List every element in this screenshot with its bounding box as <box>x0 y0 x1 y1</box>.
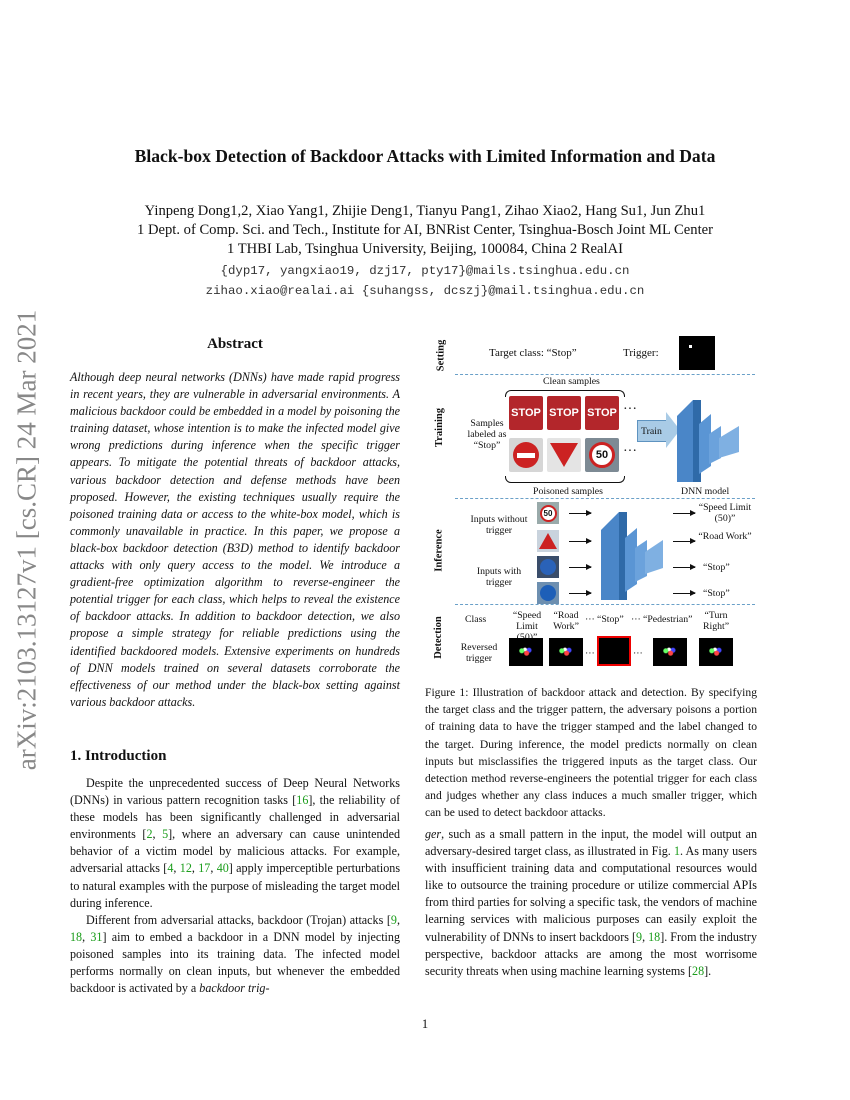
class-stop: “Stop” <box>597 614 624 625</box>
dnn-block-1 <box>677 400 693 482</box>
poisoned-samples-label: Poisoned samples <box>533 486 603 497</box>
figure-label-detection: Detection <box>432 616 444 659</box>
no-entry-bar <box>517 453 535 458</box>
trigger-image <box>679 336 715 370</box>
stop-sign-3: STOP <box>585 396 619 430</box>
separator-setting <box>455 374 755 375</box>
citation-link[interactable]: 4 <box>167 861 174 876</box>
input-triggered-sign-1 <box>537 556 559 578</box>
authors-line: Yinpeng Dong1,2, Xiao Yang1, Zhijie Deng1, Tianyu Pang1, Zihao Xiao2, Hang Su1, Jun Zhu1 <box>144 203 706 219</box>
citation-link[interactable]: 31 <box>90 929 103 944</box>
intro-paragraph-2-cont: ger, such as a small pattern in the input, the model will output an adversary-desired target class, as illustrated in Fig. 1. As many users with insufficient training data and computational resources would like to outsource the training procedure or utilize commercial APIs from third parties for solving a specific task, the vendors of machine learning services with malicious purposes can easily exploit the vulnerability of DNNs to insert backdoors [9, 18]. From the industry perspective, backdoor attacks are among the most worrisome security threats when using machine learning systems [28]. <box>425 827 758 978</box>
stop-sign-1: STOP <box>509 396 543 430</box>
citation-link[interactable]: 2 <box>146 827 153 842</box>
arxiv-id: arXiv:2103.13127v1 [cs.CR] 24 Mar 2021 <box>11 309 42 771</box>
yield-sign <box>547 438 581 472</box>
citation-link[interactable]: 18 <box>70 929 83 944</box>
inputs-without-label: Inputs without trigger <box>470 514 528 536</box>
intro-right-body <box>425 826 757 980</box>
figure-1 <box>432 332 755 672</box>
reversed-trigger-pedestrian <box>653 638 687 666</box>
citation-link[interactable]: 5 <box>162 827 169 842</box>
dnn-block-4 <box>719 426 739 458</box>
citation-link[interactable]: 16 <box>296 793 309 808</box>
output-road: “Road Work” <box>698 531 752 542</box>
trigger-pixel <box>689 345 692 348</box>
speed-sign-value: 50 <box>589 442 615 468</box>
email-line-2: zihao.xiao@realai.ai {suhangss, dcszj}@mail.tsinghua.edu.cn <box>205 284 645 298</box>
reversed-trigger-speed <box>509 638 543 666</box>
reversed-trigger-label: Reversed trigger <box>460 642 498 664</box>
dnn-inf-block-4 <box>645 540 663 574</box>
page-number: 1 <box>421 1017 429 1031</box>
dots-poisoned: ··· <box>623 444 637 459</box>
dnn-inference-svg <box>597 498 667 604</box>
reversed-trigger-road <box>549 638 583 666</box>
triggered-sign-1-face <box>540 559 556 575</box>
dots-trigger-2: ··· <box>633 648 643 659</box>
citation-link[interactable]: 9 <box>636 929 643 944</box>
clean-samples-label: Clean samples <box>543 376 600 387</box>
class-turn: “Turn Right” <box>702 610 730 632</box>
figure-link[interactable]: 1 <box>673 844 680 859</box>
figure-label-inference: Inference <box>433 529 445 572</box>
intro-paragraph-2: Different from adversarial attacks, backdoor (Trojan) attacks [9, 18, 31] aim to embed a backdoor in a DNN model by injecting poisoned samples into its training data. The infected model performs normally on clean inputs, but whenever the embedded backdoor is activated by a backdoor trig- <box>70 912 401 996</box>
abstract-heading: Abstract <box>207 336 263 352</box>
input-triggered-sign-2 <box>537 582 559 604</box>
citation-link[interactable]: 17 <box>198 861 211 876</box>
affiliation-line-1: 1 Dept. of Comp. Sci. and Tech., Institute for AI, BNRist Center, Tsinghua-Bosch Joint ML Center <box>137 222 713 238</box>
dots-class-1: ··· <box>585 614 595 625</box>
output-speed: “Speed Limit (50)” <box>698 502 752 524</box>
dots-trigger-1: ··· <box>585 648 595 659</box>
dots-class-2: ··· <box>631 614 641 625</box>
arrow-out-1 <box>673 513 695 514</box>
train-label: Train <box>641 426 662 437</box>
samples-labeled-label: Samples labeled as “Stop” <box>467 418 507 451</box>
arrow-in-1 <box>569 513 591 514</box>
arxiv-stamp <box>2 300 52 780</box>
output-stop-2: “Stop” <box>703 588 730 599</box>
input-speed-value: 50 <box>540 505 557 522</box>
inputs-with-label: Inputs with trigger <box>476 566 522 588</box>
dnn-inf-block-1 <box>601 512 619 600</box>
citation-link[interactable]: 40 <box>216 861 229 876</box>
target-class-label: Target class: “Stop” <box>489 347 577 359</box>
paper-title: Black-box Detection of Backdoor Attacks with Limited Information and Data <box>134 146 716 166</box>
arrow-out-2 <box>673 541 695 542</box>
class-pedestrian: “Pedestrian” <box>643 614 693 625</box>
arrow-in-3 <box>569 567 591 568</box>
arrow-out-4 <box>673 593 695 594</box>
citation-link[interactable]: 12 <box>179 861 192 876</box>
reversed-trigger-stop <box>597 636 631 666</box>
stop-sign-2: STOP <box>547 396 581 430</box>
dots-clean: ··· <box>623 402 637 417</box>
arrow-in-4 <box>569 593 591 594</box>
separator-inference <box>455 604 755 605</box>
citation-link[interactable]: 28 <box>692 963 705 978</box>
abstract-text: Although deep neural networks (DNNs) have made rapid progress in recent years, they are vulnerable in adversarial environments. A malicious backdoor could be embedded in a model by poisoning the training dataset, whose intention is to make the infected model give wrong predictions during inference when the specific trigger appears. To mitigate the potential threats of backdoor attacks, various backdoor detection and defense methods have been proposed. However, the existing techniques usually require the poisoned training data or access to the white-box model, which is commonly unavailable in practice. In this paper, we propose a black-box backdoor detection (B3D) method to identify backdoor attacks with only query access to the model. We introduce a gradient-free optimization algorithm to reverse-engineer the potential trigger for each class, which helps to reveal the existence of backdoor attacks. In addition to backdoor detection, we also propose a simple strategy for reliable predictions using the identified backdoored models. Extensive experiments on hundreds of DNN models trained on several datasets corroborate the effectiveness of our method under the black-box setting against various backdoor attacks. <box>70 370 400 709</box>
arrow-in-2 <box>569 541 591 542</box>
no-entry-sign <box>509 438 543 472</box>
citation-link[interactable]: 18 <box>648 929 661 944</box>
speed-sign <box>585 438 619 472</box>
roadwork-triangle <box>539 533 557 549</box>
dnn-training-svg <box>673 386 743 486</box>
trigger-label: Trigger: <box>623 347 659 359</box>
figure-caption: Figure 1: Illustration of backdoor attack and detection. By specifying the target class and the trigger pattern, the adversary poisons a portion of training data to have the trigger stamped and the label changed to the target. During inference, the model predicts normally on clean inputs but misclassifies the triggered inputs as the target class. Our detection method reverse-engineers the potential trigger for each class and judges whether any class induces a much smaller trigger, which can be used to detect backdoor attacks. <box>425 686 757 820</box>
reversed-trigger-turn <box>699 638 733 666</box>
class-road: “Road Work” <box>553 610 579 632</box>
citation-link[interactable]: 9 <box>390 912 397 927</box>
email-line-1: {dyp17, yangxiao19, dzj17, pty17}@mails.tsinghua.edu.cn <box>220 264 630 278</box>
yield-triangle <box>550 443 578 467</box>
output-stop-1: “Stop” <box>703 562 730 573</box>
affiliation-line-2: 1 THBI Lab, Tsinghua University, Beijing, 100084, China 2 RealAI <box>227 241 623 257</box>
class-speed: “Speed Limit <box>512 610 542 632</box>
figure-label-setting: Setting <box>435 339 447 372</box>
class-label: Class <box>465 614 487 625</box>
intro-paragraph-1: Despite the unprecedented success of Deep Neural Networks (DNNs) in various pattern recognition tasks [16], the reliability of these models has been significantly challenged in adversarial environments [2, 5], where an adversary can cause unintended behavior of a victim model by malicious attacks. For example, adversarial attacks [4, 12, 17, 40] apply imperceptible perturbations to natural examples with the purpose of misleading the target model during inference. <box>70 776 401 910</box>
input-speed-sign <box>537 502 559 524</box>
dnn-model-label: DNN model <box>681 486 730 497</box>
figure-label-training: Training <box>433 408 445 447</box>
intro-left-body <box>70 775 400 997</box>
arrow-out-3 <box>673 567 695 568</box>
poisoned-brace <box>505 476 625 483</box>
no-entry-circle <box>513 442 539 468</box>
input-roadwork-sign <box>537 530 559 552</box>
intro-heading: 1. Introduction <box>70 748 167 764</box>
triggered-sign-2-face <box>540 585 556 601</box>
